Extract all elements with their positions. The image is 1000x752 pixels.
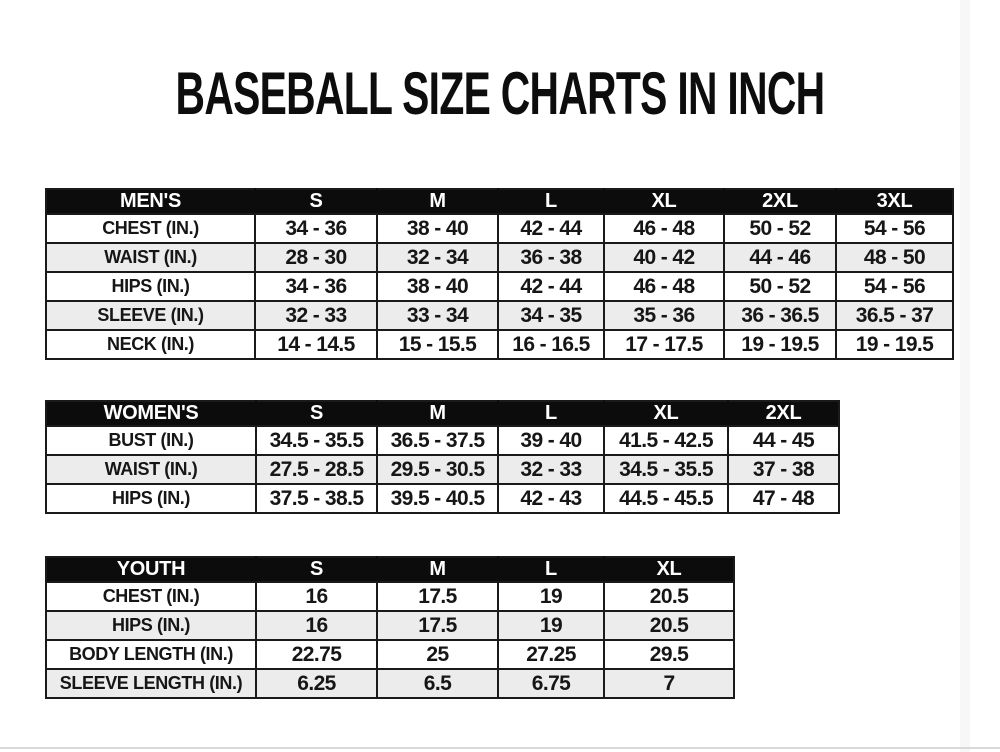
size-column-header: M bbox=[377, 401, 498, 426]
header-row bbox=[46, 557, 734, 582]
size-column-header: M bbox=[377, 189, 498, 214]
measurement-value: 16 - 16.5 bbox=[498, 330, 604, 359]
measurement-value: 46 - 48 bbox=[604, 214, 724, 243]
page-title: BASEBALL SIZE CHARTS IN INCH bbox=[175, 60, 825, 127]
size-column-header: XL bbox=[604, 557, 734, 582]
measurement-value: 15 - 15.5 bbox=[377, 330, 498, 359]
measurement-value: 28 - 30 bbox=[255, 243, 377, 272]
measurement-label: BODY LENGTH (IN.) bbox=[46, 640, 256, 669]
measurement-value: 17 - 17.5 bbox=[604, 330, 724, 359]
womens-size-table bbox=[45, 400, 840, 514]
measurement-label: BUST (IN.) bbox=[46, 426, 256, 455]
measurement-label: HIPS (IN.) bbox=[46, 484, 256, 513]
measurement-value: 44 - 46 bbox=[724, 243, 836, 272]
youth-size-table bbox=[45, 556, 735, 699]
measurement-value: 37 - 38 bbox=[728, 455, 839, 484]
size-column-header: L bbox=[498, 557, 604, 582]
measurement-row bbox=[46, 640, 734, 669]
measurement-value: 27.25 bbox=[498, 640, 604, 669]
measurement-row bbox=[46, 455, 839, 484]
measurement-value: 6.25 bbox=[256, 669, 377, 698]
measurement-label: WAIST (IN.) bbox=[46, 243, 255, 272]
measurement-value: 19 - 19.5 bbox=[724, 330, 836, 359]
measurement-row bbox=[46, 669, 734, 698]
measurement-value: 22.75 bbox=[256, 640, 377, 669]
measurement-value: 40 - 42 bbox=[604, 243, 724, 272]
table-title-cell: WOMEN'S bbox=[46, 401, 256, 426]
scan-artifact-bottom-line bbox=[0, 747, 1000, 749]
measurement-value: 50 - 52 bbox=[724, 272, 836, 301]
measurement-value: 54 - 56 bbox=[836, 272, 953, 301]
measurement-row bbox=[46, 484, 839, 513]
size-column-header: XL bbox=[604, 189, 724, 214]
size-column-header: 3XL bbox=[836, 189, 953, 214]
measurement-value: 34.5 - 35.5 bbox=[604, 455, 728, 484]
measurement-value: 36 - 36.5 bbox=[724, 301, 836, 330]
header-row bbox=[46, 189, 953, 214]
measurement-value: 7 bbox=[604, 669, 734, 698]
measurement-value: 35 - 36 bbox=[604, 301, 724, 330]
measurement-row bbox=[46, 582, 734, 611]
measurement-value: 14 - 14.5 bbox=[255, 330, 377, 359]
measurement-value: 39 - 40 bbox=[498, 426, 604, 455]
measurement-value: 34 - 35 bbox=[498, 301, 604, 330]
measurement-row bbox=[46, 272, 953, 301]
measurement-label: NECK (IN.) bbox=[46, 330, 255, 359]
measurement-value: 20.5 bbox=[604, 582, 734, 611]
measurement-row bbox=[46, 426, 839, 455]
size-column-header: L bbox=[498, 189, 604, 214]
size-column-header: S bbox=[256, 401, 377, 426]
measurement-value: 50 - 52 bbox=[724, 214, 836, 243]
measurement-value: 34 - 36 bbox=[255, 214, 377, 243]
measurement-value: 32 - 33 bbox=[255, 301, 377, 330]
measurement-value: 17.5 bbox=[377, 582, 498, 611]
measurement-value: 19 bbox=[498, 611, 604, 640]
table-title-cell: YOUTH bbox=[46, 557, 256, 582]
measurement-row bbox=[46, 243, 953, 272]
measurement-label: HIPS (IN.) bbox=[46, 611, 256, 640]
measurement-value: 48 - 50 bbox=[836, 243, 953, 272]
measurement-value: 42 - 44 bbox=[498, 272, 604, 301]
measurement-value: 46 - 48 bbox=[604, 272, 724, 301]
measurement-value: 16 bbox=[256, 582, 377, 611]
measurement-value: 41.5 - 42.5 bbox=[604, 426, 728, 455]
measurement-value: 38 - 40 bbox=[377, 214, 498, 243]
scan-artifact-right-band bbox=[960, 0, 970, 752]
size-column-header: 2XL bbox=[728, 401, 839, 426]
measurement-value: 37.5 - 38.5 bbox=[256, 484, 377, 513]
measurement-value: 54 - 56 bbox=[836, 214, 953, 243]
measurement-label: CHEST (IN.) bbox=[46, 214, 255, 243]
size-column-header: XL bbox=[604, 401, 728, 426]
measurement-value: 36.5 - 37.5 bbox=[377, 426, 498, 455]
measurement-value: 36 - 38 bbox=[498, 243, 604, 272]
measurement-value: 36.5 - 37 bbox=[836, 301, 953, 330]
measurement-label: CHEST (IN.) bbox=[46, 582, 256, 611]
measurement-value: 27.5 - 28.5 bbox=[256, 455, 377, 484]
measurement-value: 32 - 34 bbox=[377, 243, 498, 272]
measurement-value: 20.5 bbox=[604, 611, 734, 640]
measurement-value: 47 - 48 bbox=[728, 484, 839, 513]
measurement-value: 34 - 36 bbox=[255, 272, 377, 301]
measurement-value: 39.5 - 40.5 bbox=[377, 484, 498, 513]
measurement-value: 6.5 bbox=[377, 669, 498, 698]
measurement-row bbox=[46, 611, 734, 640]
measurement-value: 16 bbox=[256, 611, 377, 640]
measurement-value: 44 - 45 bbox=[728, 426, 839, 455]
measurement-value: 33 - 34 bbox=[377, 301, 498, 330]
measurement-label: SLEEVE LENGTH (IN.) bbox=[46, 669, 256, 698]
measurement-value: 19 bbox=[498, 582, 604, 611]
size-column-header: L bbox=[498, 401, 604, 426]
mens-size-table bbox=[45, 188, 954, 360]
measurement-label: HIPS (IN.) bbox=[46, 272, 255, 301]
measurement-value: 42 - 43 bbox=[498, 484, 604, 513]
size-column-header: M bbox=[377, 557, 498, 582]
size-column-header: S bbox=[256, 557, 377, 582]
header-row bbox=[46, 401, 839, 426]
measurement-row bbox=[46, 214, 953, 243]
measurement-value: 29.5 bbox=[604, 640, 734, 669]
measurement-row bbox=[46, 301, 953, 330]
size-column-header: 2XL bbox=[724, 189, 836, 214]
measurement-value: 29.5 - 30.5 bbox=[377, 455, 498, 484]
size-column-header: S bbox=[255, 189, 377, 214]
measurement-value: 6.75 bbox=[498, 669, 604, 698]
measurement-value: 34.5 - 35.5 bbox=[256, 426, 377, 455]
measurement-row bbox=[46, 330, 953, 359]
measurement-value: 42 - 44 bbox=[498, 214, 604, 243]
measurement-value: 25 bbox=[377, 640, 498, 669]
table-title-cell: MEN'S bbox=[46, 189, 255, 214]
measurement-value: 19 - 19.5 bbox=[836, 330, 953, 359]
measurement-label: SLEEVE (IN.) bbox=[46, 301, 255, 330]
measurement-label: WAIST (IN.) bbox=[46, 455, 256, 484]
measurement-value: 44.5 - 45.5 bbox=[604, 484, 728, 513]
measurement-value: 32 - 33 bbox=[498, 455, 604, 484]
measurement-value: 17.5 bbox=[377, 611, 498, 640]
measurement-value: 38 - 40 bbox=[377, 272, 498, 301]
